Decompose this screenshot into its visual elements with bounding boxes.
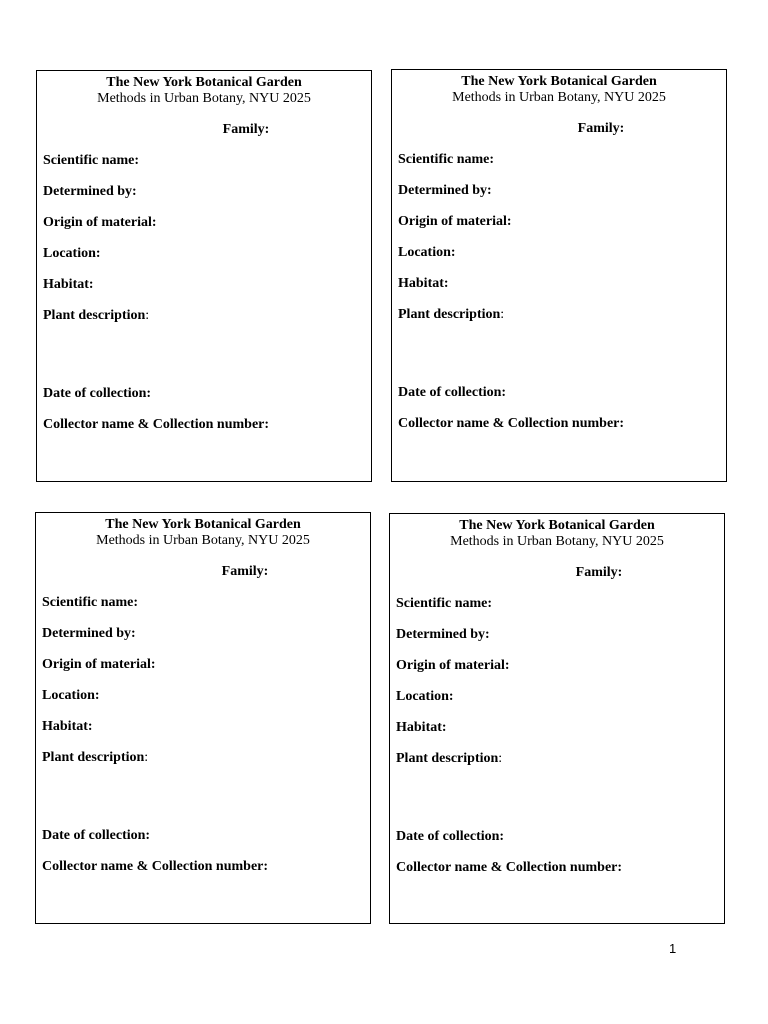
herbarium-label-3 <box>35 512 371 924</box>
location-field: Location: <box>396 689 454 704</box>
plant-description-field <box>396 751 502 767</box>
herbarium-label-1 <box>36 70 372 482</box>
scientific-name-field: Scientific name: <box>396 596 493 611</box>
plant-description-label: Plant description <box>42 750 145 765</box>
plant-description-colon: : <box>145 308 150 323</box>
location-field: Location: <box>43 246 101 261</box>
origin-field: Origin of material: <box>396 658 510 673</box>
plant-description-field <box>398 307 504 323</box>
family-field: Family: <box>577 121 625 136</box>
label-subtitle: Methods in Urban Botany, NYU 2025 <box>450 534 664 549</box>
location-field: Location: <box>398 245 456 260</box>
plant-description-colon: : <box>500 307 505 322</box>
determined-by-field: Determined by: <box>42 626 136 641</box>
determined-by-field: Determined by: <box>43 184 137 199</box>
plant-description-colon: : <box>144 750 149 765</box>
determined-by-field: Determined by: <box>396 627 490 642</box>
date-of-collection-field: Date of collection: <box>42 828 151 843</box>
family-field: Family: <box>221 564 269 579</box>
plant-description-label: Plant description <box>398 307 501 322</box>
family-field: Family: <box>222 122 270 137</box>
plant-description-field <box>43 308 149 324</box>
herbarium-label-4 <box>389 513 725 924</box>
scientific-name-field: Scientific name: <box>398 152 495 167</box>
label-subtitle: Methods in Urban Botany, NYU 2025 <box>452 90 666 105</box>
date-of-collection-field: Date of collection: <box>396 829 505 844</box>
family-field: Family: <box>575 565 623 580</box>
origin-field: Origin of material: <box>42 657 156 672</box>
page-number: 1 <box>669 941 677 956</box>
date-of-collection-field: Date of collection: <box>43 386 152 401</box>
location-field: Location: <box>42 688 100 703</box>
habitat-field: Habitat: <box>43 277 94 292</box>
scientific-name-field: Scientific name: <box>42 595 139 610</box>
collector-field: Collector name & Collection number: <box>43 417 270 432</box>
habitat-field: Habitat: <box>396 720 447 735</box>
label-subtitle: Methods in Urban Botany, NYU 2025 <box>97 91 311 106</box>
collector-field: Collector name & Collection number: <box>396 860 623 875</box>
determined-by-field: Determined by: <box>398 183 492 198</box>
habitat-field: Habitat: <box>42 719 93 734</box>
label-title: The New York Botanical Garden <box>459 518 655 533</box>
habitat-field: Habitat: <box>398 276 449 291</box>
date-of-collection-field: Date of collection: <box>398 385 507 400</box>
origin-field: Origin of material: <box>398 214 512 229</box>
label-title: The New York Botanical Garden <box>106 75 302 90</box>
collector-field: Collector name & Collection number: <box>398 416 625 431</box>
plant-description-label: Plant description <box>396 751 499 766</box>
label-title: The New York Botanical Garden <box>461 74 657 89</box>
origin-field: Origin of material: <box>43 215 157 230</box>
plant-description-label: Plant description <box>43 308 146 323</box>
label-title: The New York Botanical Garden <box>105 517 301 532</box>
plant-description-colon: : <box>498 751 503 766</box>
scientific-name-field: Scientific name: <box>43 153 140 168</box>
herbarium-label-2 <box>391 69 727 482</box>
label-subtitle: Methods in Urban Botany, NYU 2025 <box>96 533 310 548</box>
collector-field: Collector name & Collection number: <box>42 859 269 874</box>
plant-description-field <box>42 750 148 766</box>
